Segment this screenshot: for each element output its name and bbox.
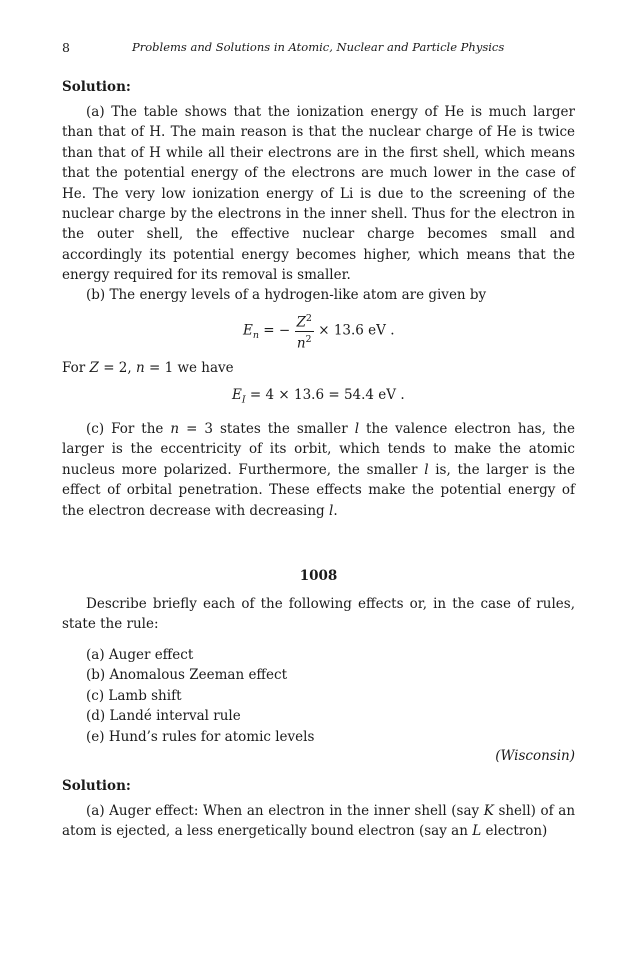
para-c-part2: = 3 states the smaller <box>186 421 348 437</box>
solution-heading-text: Solution: <box>62 778 131 794</box>
sol2-l: L <box>472 823 482 840</box>
eq1-den-var: n <box>296 335 306 351</box>
problem-number <box>62 566 575 586</box>
for-n-val: = 1 we have <box>148 360 234 376</box>
problem-source-text: (Wisconsin) <box>495 748 575 764</box>
list-item: (b) Anomalous Zeeman effect <box>86 667 287 684</box>
solution-paragraph-b <box>62 285 575 305</box>
page-number: 8 <box>62 40 70 55</box>
paragraph-a-text: (a) The table shows that the ionization energy of He is much larger than that of H. The main reason is that the nuclear charge of He is twice than that of H while all their electrons are in the first shell, which means that the potential energy of the electrons are much lower in the case of He. The very low ionization energy of Li is due to the screening of the nuclear charge by the electrons in the inner shell. Thus for the electron in the outer shell, the effective nuclear charge becomes small and accordingly its potential energy becomes higher, which means that the energy required for its removal is smaller. <box>62 104 575 284</box>
eq1-rhs: × 13.6 eV . <box>318 322 395 339</box>
list-item: (c) Lamb shift <box>86 687 182 704</box>
solution2-paragraph-a <box>62 801 575 842</box>
for-z: Z <box>89 360 99 376</box>
eq1-num-sup: 2 <box>305 313 312 324</box>
para-c-n: n <box>170 421 180 437</box>
for-prefix: For <box>62 360 86 376</box>
para-c-l2: l <box>424 461 429 478</box>
eq1-lhs: E <box>243 322 253 339</box>
para-c-l3: l <box>329 502 334 519</box>
for-line <box>62 358 575 378</box>
problem-source <box>62 746 575 766</box>
eq1-denominator <box>295 332 314 352</box>
sol2-part1: (a) Auger effect: When an electron in the inner shell (say <box>86 803 480 819</box>
list-item: (a) Auger effect <box>86 647 194 663</box>
para-c-part1: (c) For the <box>86 421 164 437</box>
for-n: n <box>135 360 145 376</box>
solution-heading-2 <box>62 776 575 796</box>
para-c-l1: l <box>354 421 360 437</box>
solution-paragraph-a <box>62 102 575 286</box>
problem-item-list <box>62 645 575 747</box>
item-list <box>62 645 575 747</box>
para-c-period: . <box>333 502 338 519</box>
running-header <box>62 40 576 60</box>
eq2-lhs: E <box>232 387 242 403</box>
sol2-k: K <box>483 803 494 819</box>
problem-statement-text: Describe briefly each of the following effects or, in the case of rules, state the rule: <box>62 596 575 633</box>
eq1-num-var: Z <box>296 314 306 331</box>
eq1-den-sup: 2 <box>305 333 312 345</box>
equation-energy-levels <box>243 311 395 351</box>
eq2-lhs-sub: I <box>241 394 246 406</box>
solution-heading-text: Solution: <box>62 79 131 95</box>
solution-heading-1 <box>62 77 575 97</box>
eq1-lhs-sub: n <box>252 330 259 342</box>
eq1-numerator <box>295 311 314 332</box>
eq2-rhs: = 4 × 13.6 = 54.4 eV . <box>249 387 405 403</box>
solution2-para-a-text <box>62 801 575 842</box>
problem-statement <box>62 594 575 635</box>
sol2-part3: electron) <box>485 823 548 840</box>
paragraph-c-text <box>62 419 575 521</box>
problem-number-text: 1008 <box>299 568 338 584</box>
sol2-part2: shell) of an atom is ejected, a less energetically bound electron (say an <box>62 803 576 840</box>
solution-paragraph-c <box>62 419 575 521</box>
list-item: (d) Landé interval rule <box>86 708 241 725</box>
eq1-fraction <box>295 311 314 351</box>
paragraph-b-text: (b) The energy levels of a hydrogen-like atom are given by <box>86 287 487 303</box>
para-c-part4: is, the larger is the effect of orbital penetration. These effects make the potential energy of the electron decrease with decreasing <box>62 461 575 519</box>
list-item: (e) Hund’s rules for atomic levels <box>86 728 315 745</box>
equation-ionization-he <box>232 387 405 406</box>
eq1-equals: = − <box>263 322 291 339</box>
for-line-text <box>62 358 575 378</box>
running-title: Problems and Solutions in Atomic, Nuclear and Particle Physics <box>132 40 505 54</box>
for-z-val: = 2, <box>103 360 132 376</box>
para-c-part3: the valence electron has, the larger is the eccentricity of its orbit, which tends to make the atomic nucleus more polarized. Furthermore, the smaller <box>62 421 575 478</box>
